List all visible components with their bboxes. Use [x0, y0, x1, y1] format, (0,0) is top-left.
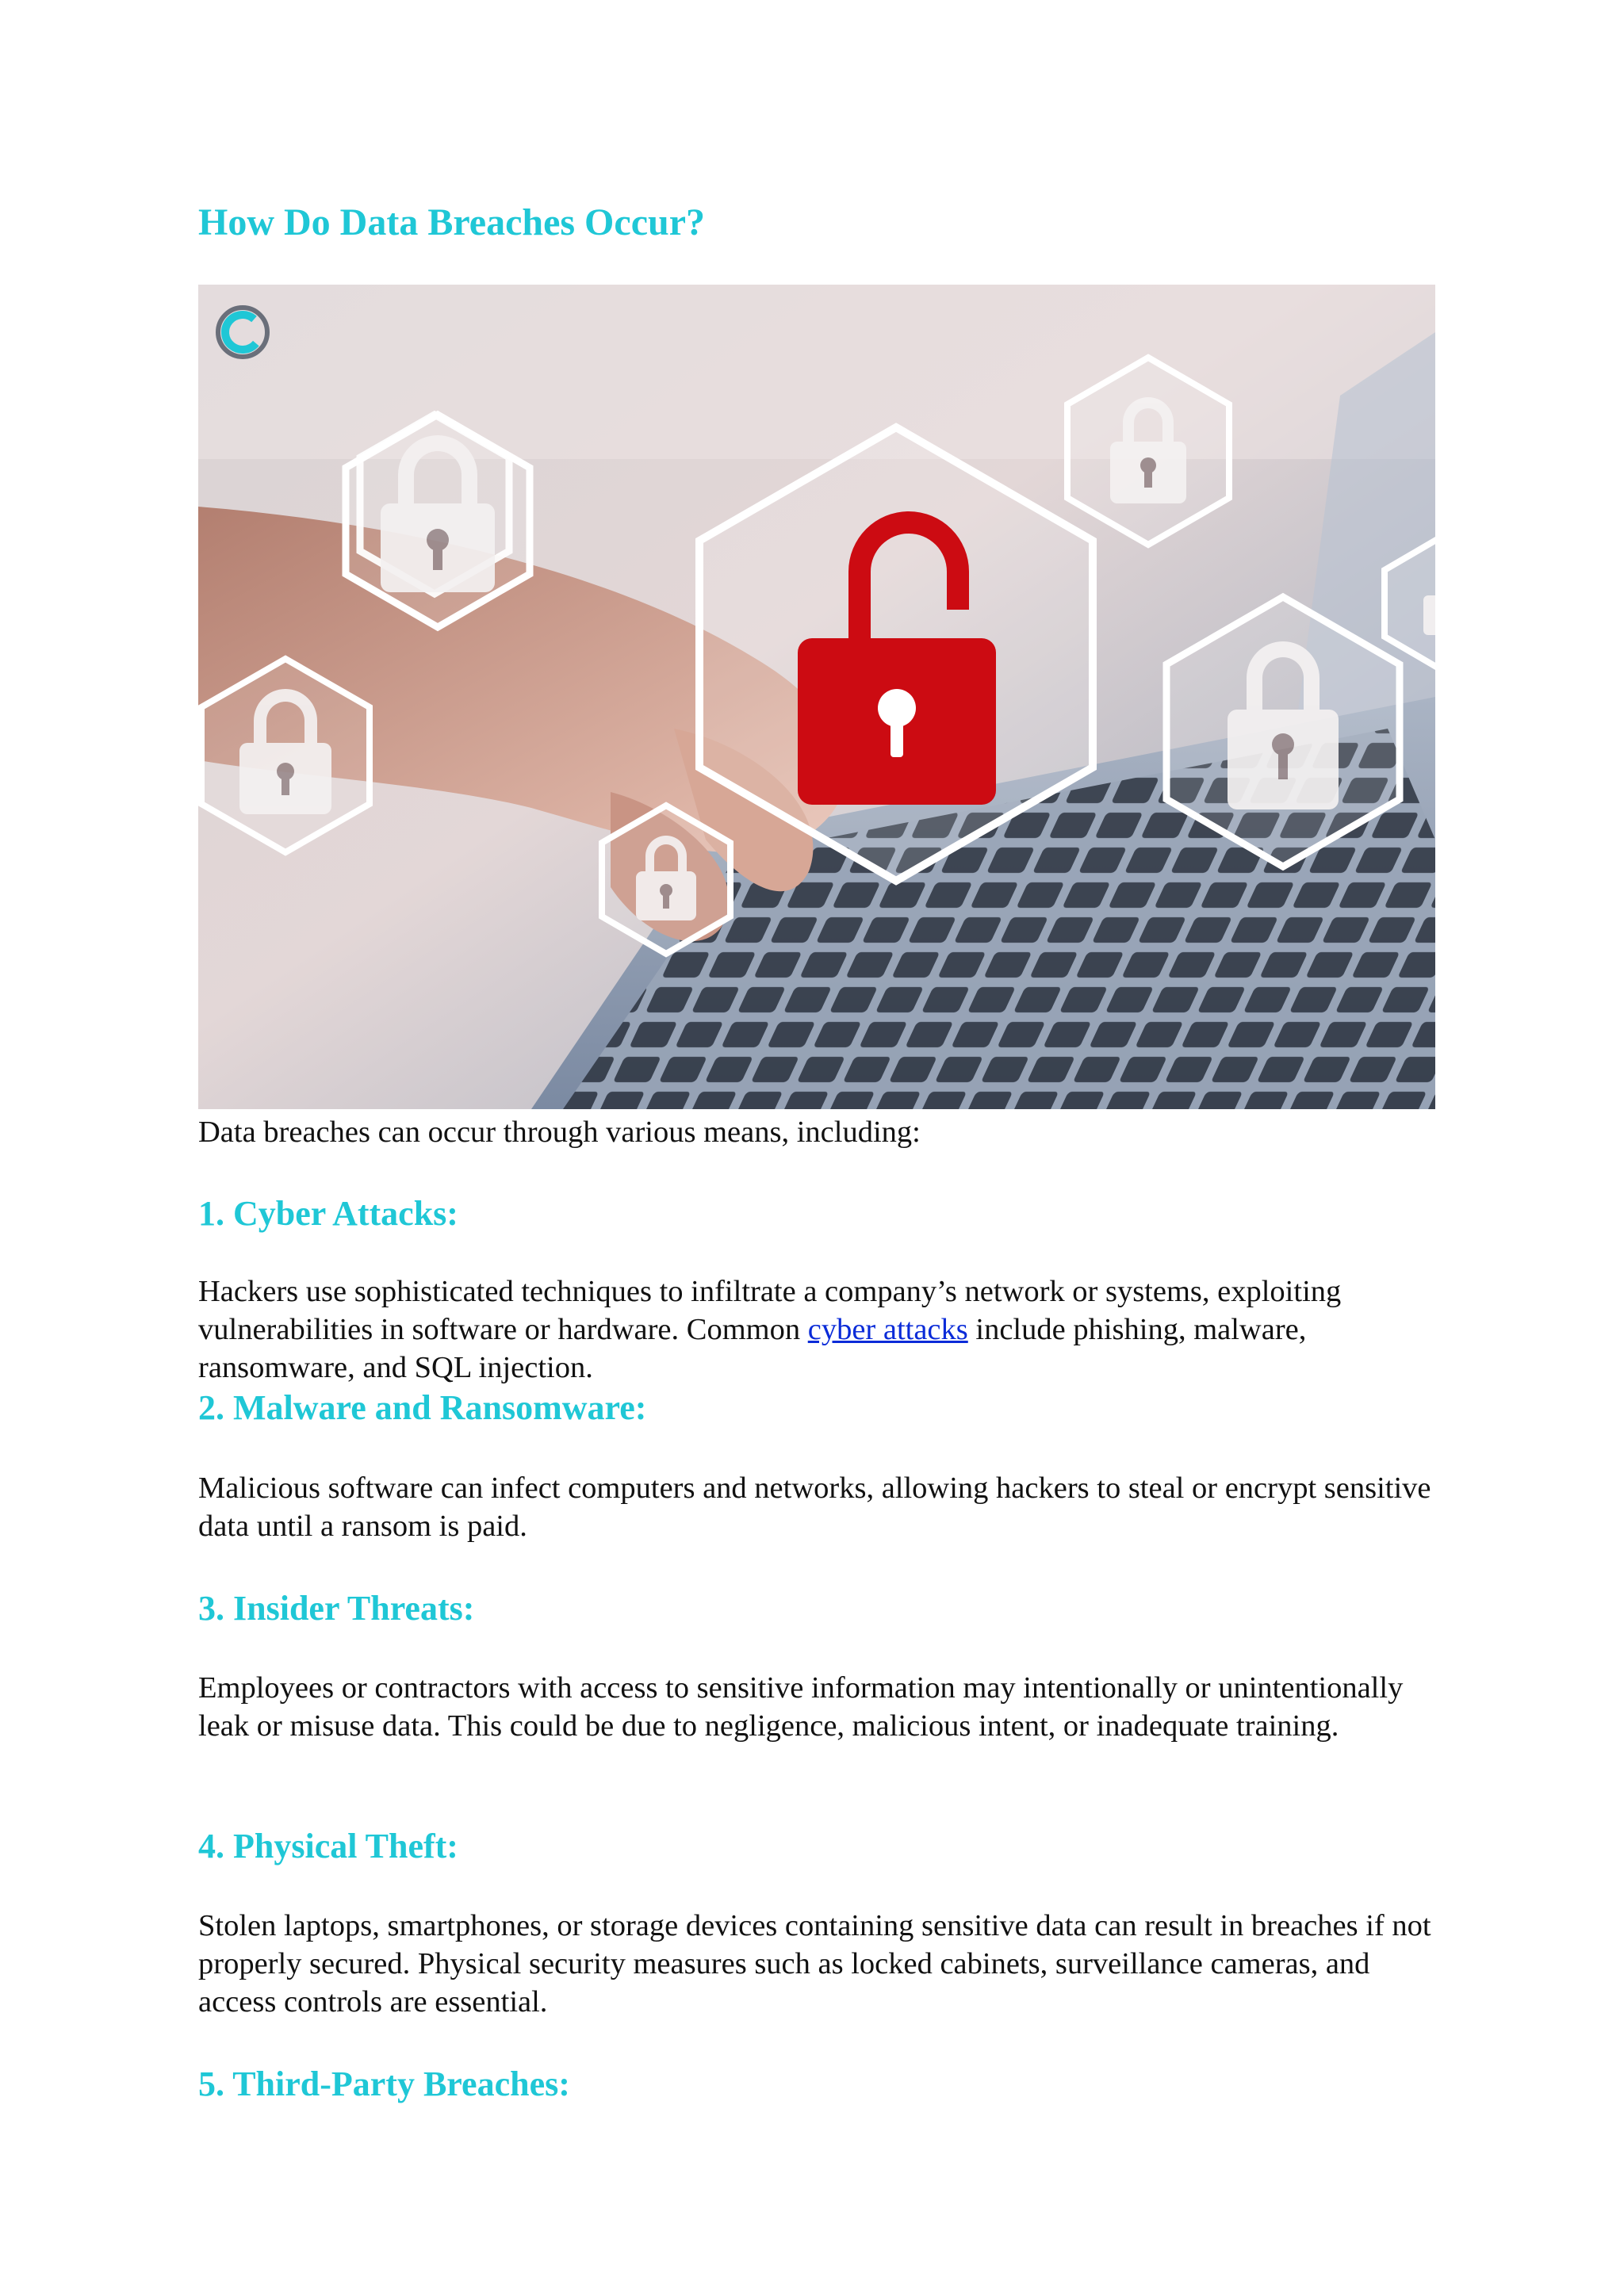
section-title: 3. Insider Threats: — [198, 1589, 475, 1628]
section-title: 4. Physical Theft: — [198, 1827, 458, 1866]
section-title: 5. Third-Party Breaches: — [198, 2064, 570, 2103]
section-text: Stolen laptops, smartphones, or storage devices containing sensitive data can result in breaches if not properly secured. Physical security measures such as locked cabinets, surveillance cameras, and access controls are essential. — [198, 1909, 1431, 2019]
section-text: Employees or contractors with access to sensitive information may intentionally or unintentionally leak or misuse data. This could be due to negligence, malicious intent, or inadequate training. — [198, 1671, 1404, 1743]
section-text: Malicious software can infect computers and networks, allowing hackers to steal or encrypt sensitive data until a ransom is paid. — [198, 1471, 1431, 1543]
cyber-attacks-link[interactable]: cyber attacks — [807, 1313, 968, 1346]
section-title: 1. Cyber Attacks: — [198, 1194, 458, 1233]
section-text: Hackers use sophisticated techniques to infiltrate a company’s network or systems, exploiting vulnerabilities in software or hardware. Common cyber attacks include phishing, malware, ransomware, and SQL injection. — [198, 1275, 1342, 1384]
page-title: How Do Data Breaches Occur? — [198, 201, 705, 243]
lock-icon — [1423, 595, 1435, 635]
section-title: 2. Malware and Ransomware: — [198, 1388, 647, 1427]
hero-image — [198, 285, 1435, 1109]
intro-text: Data breaches can occur through various means, including: — [198, 1115, 921, 1149]
